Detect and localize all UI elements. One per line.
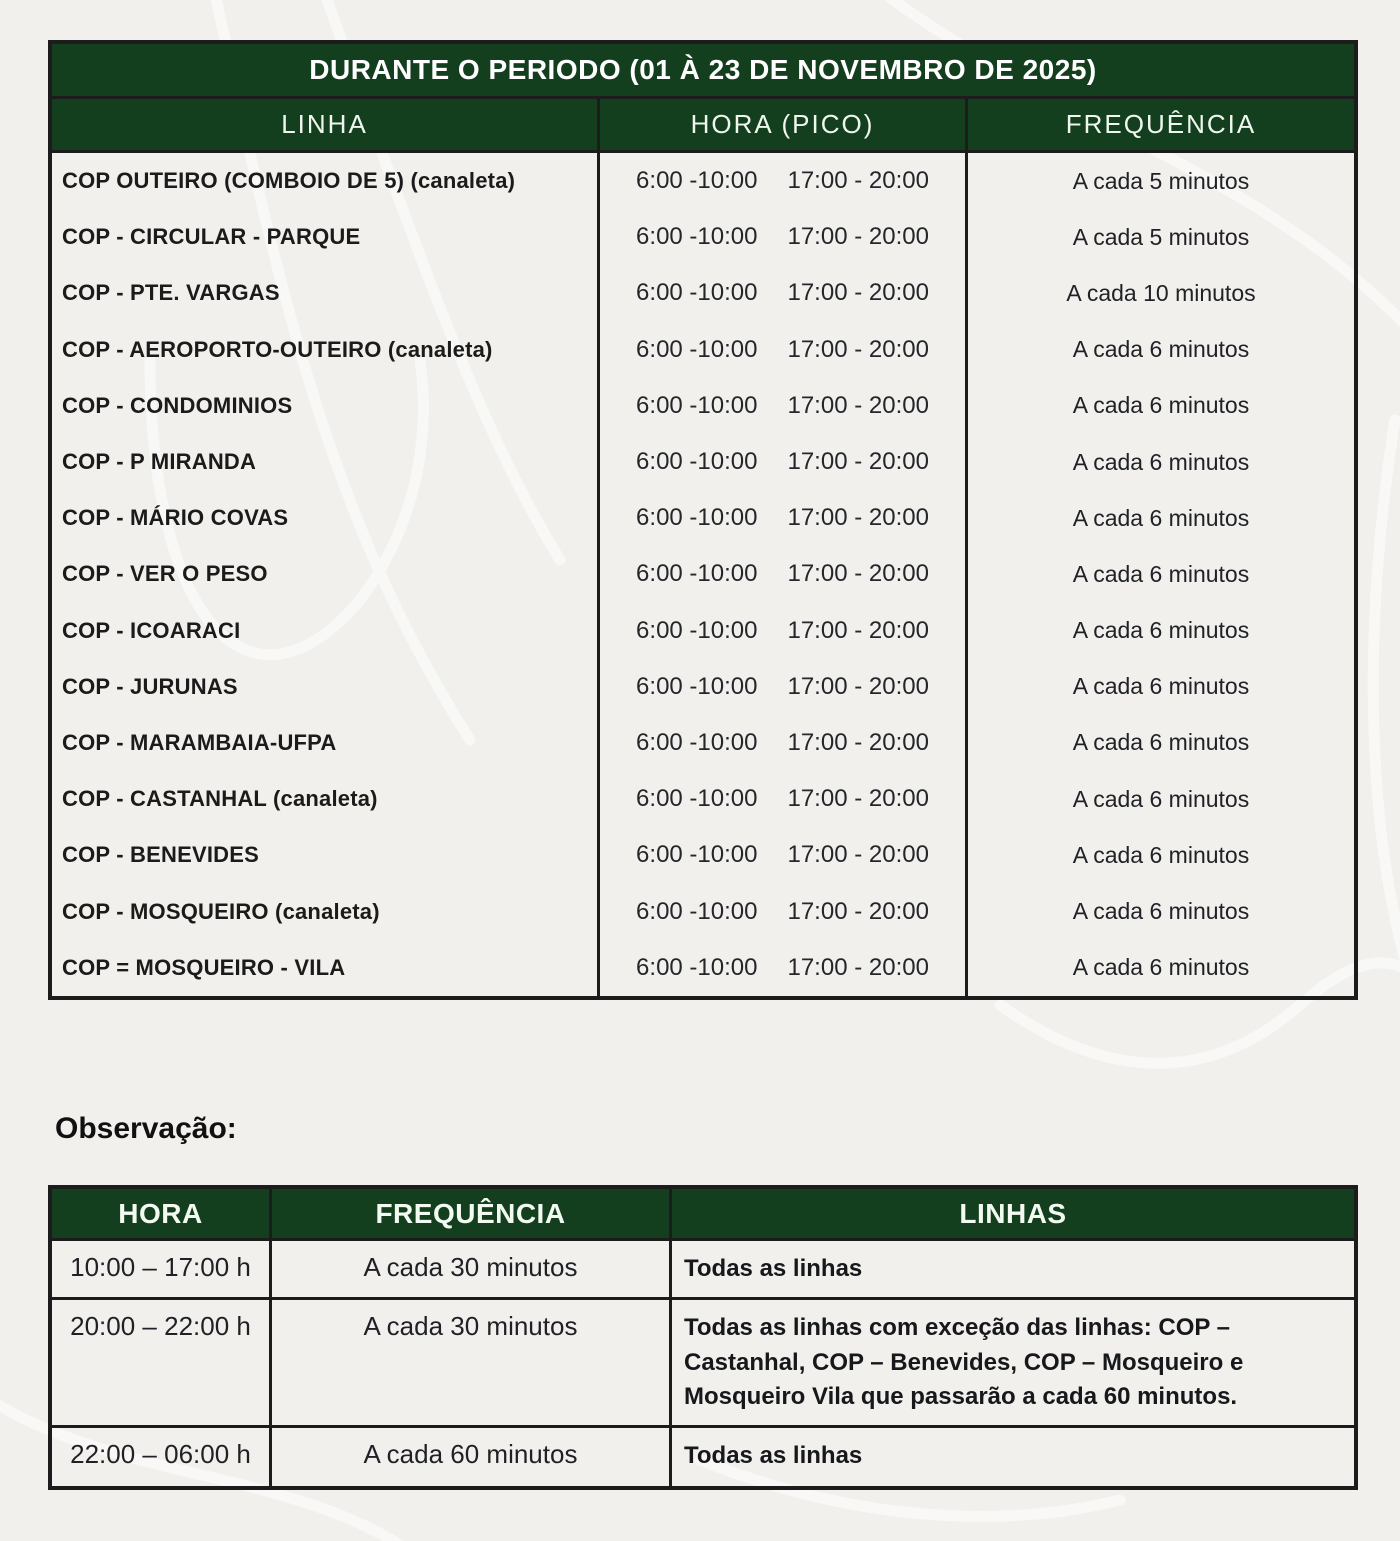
line-frequency: A cada 6 minutos [1072,560,1250,587]
peak-hours [600,434,968,490]
line-frequency: A cada 6 minutos [1072,954,1250,981]
obs-hour-range: 20:00 – 22:00 h [52,1300,272,1428]
peak-hours [600,603,968,659]
peak-hours [600,265,968,321]
line-frequency: A cada 6 minutos [1072,841,1250,868]
line-frequency: A cada 6 minutos [1072,785,1250,812]
obs-frequency: A cada 30 minutos [272,1300,672,1428]
peak-hours [600,209,968,265]
morning-peak: 6:00 -10:00 [636,616,758,644]
line-frequency: A cada 5 minutos [1072,167,1250,194]
morning-peak: 6:00 -10:00 [636,672,758,700]
obs-frequency: A cada 60 minutos [272,1428,672,1486]
peak-hours [600,827,968,883]
column-header-frequencia: FREQUÊNCIA [968,99,1354,150]
obs-column-header-linhas: LINHAS [672,1189,1354,1241]
column-header-linha: LINHA [52,99,600,150]
timetable-header-row [52,99,1354,153]
morning-peak: 6:00 -10:00 [636,728,758,756]
line-name: COP - VER O PESO [52,546,600,602]
period-timetable [48,40,1358,1000]
line-frequency: A cada 6 minutos [1072,448,1250,475]
line-name: COP - PTE. VARGAS [52,265,600,321]
peak-hours [600,153,968,209]
timetable-title: DURANTE O PERIODO (01 À 23 DE NOVEMBRO DE 2025) [52,44,1354,99]
peak-hours [600,546,968,602]
evening-peak: 17:00 - 20:00 [787,897,929,925]
line-name: COP - MOSQUEIRO (canaleta) [52,883,600,939]
morning-peak: 6:00 -10:00 [636,391,758,419]
line-name: COP - CONDOMINIOS [52,378,600,434]
peak-hours [600,883,968,939]
peak-hours [600,378,968,434]
line-frequency: A cada 6 minutos [1072,336,1250,363]
evening-peak: 17:00 - 20:00 [787,448,929,476]
morning-peak: 6:00 -10:00 [636,167,758,195]
peak-hours [600,322,968,378]
line-frequency: A cada 6 minutos [1072,673,1250,700]
evening-peak: 17:00 - 20:00 [787,223,929,251]
observation-heading: Observação: [55,1112,237,1145]
morning-peak: 6:00 -10:00 [636,335,758,363]
line-frequency: A cada 6 minutos [1072,504,1250,531]
morning-peak: 6:00 -10:00 [636,953,758,981]
evening-peak: 17:00 - 20:00 [787,672,929,700]
line-frequency: A cada 6 minutos [1072,617,1250,644]
evening-peak: 17:00 - 20:00 [787,335,929,363]
line-name: COP - CASTANHAL (canaleta) [52,771,600,827]
morning-peak: 6:00 -10:00 [636,897,758,925]
evening-peak: 17:00 - 20:00 [787,391,929,419]
line-name: COP OUTEIRO (COMBOIO DE 5) (canaleta) [52,153,600,209]
morning-peak: 6:00 -10:00 [636,785,758,813]
obs-column-header-hora: HORA [52,1189,272,1241]
line-frequency: A cada 5 minutos [1072,223,1250,250]
observation-table [48,1185,1358,1490]
peak-hours [600,490,968,546]
obs-frequency: A cada 30 minutos [272,1241,672,1300]
obs-lines: Todas as linhas com exceção das linhas: COP – Castanhal, COP – Benevides, COP – Mosqueiro e Mosqueiro Vila que passarão a cada 60 minutos. [672,1300,1354,1428]
line-frequency: A cada 10 minutos [1066,279,1256,306]
timetable-body [52,153,1354,996]
peak-hours [600,771,968,827]
evening-peak: 17:00 - 20:00 [787,953,929,981]
obs-column-header-frequencia: FREQUÊNCIA [272,1189,672,1241]
line-name: COP - JURUNAS [52,659,600,715]
line-frequency: A cada 6 minutos [1072,729,1250,756]
obs-lines: Todas as linhas [672,1241,1354,1300]
evening-peak: 17:00 - 20:00 [787,504,929,532]
line-name: COP - CIRCULAR - PARQUE [52,209,600,265]
line-name: COP - P MIRANDA [52,434,600,490]
obs-hour-range: 10:00 – 17:00 h [52,1241,272,1300]
morning-peak: 6:00 -10:00 [636,560,758,588]
line-name: COP - ICOARACI [52,603,600,659]
evening-peak: 17:00 - 20:00 [787,560,929,588]
morning-peak: 6:00 -10:00 [636,841,758,869]
line-frequency: A cada 6 minutos [1072,392,1250,419]
evening-peak: 17:00 - 20:00 [787,728,929,756]
morning-peak: 6:00 -10:00 [636,504,758,532]
line-name: COP - MARAMBAIA-UFPA [52,715,600,771]
evening-peak: 17:00 - 20:00 [787,841,929,869]
morning-peak: 6:00 -10:00 [636,223,758,251]
evening-peak: 17:00 - 20:00 [787,616,929,644]
line-name: COP - BENEVIDES [52,827,600,883]
evening-peak: 17:00 - 20:00 [787,785,929,813]
peak-hours [600,659,968,715]
peak-hours [600,940,968,996]
line-name: COP - MÁRIO COVAS [52,490,600,546]
line-frequency: A cada 6 minutos [1072,898,1250,925]
line-name: COP - AEROPORTO-OUTEIRO (canaleta) [52,322,600,378]
obs-lines: Todas as linhas [684,1442,863,1470]
morning-peak: 6:00 -10:00 [636,448,758,476]
morning-peak: 6:00 -10:00 [636,279,758,307]
column-header-hora-pico: HORA (PICO) [600,99,968,150]
evening-peak: 17:00 - 20:00 [787,279,929,307]
evening-peak: 17:00 - 20:00 [787,167,929,195]
line-name: COP = MOSQUEIRO - VILA [52,940,600,996]
obs-hour-range: 22:00 – 06:00 h [52,1428,272,1486]
peak-hours [600,715,968,771]
